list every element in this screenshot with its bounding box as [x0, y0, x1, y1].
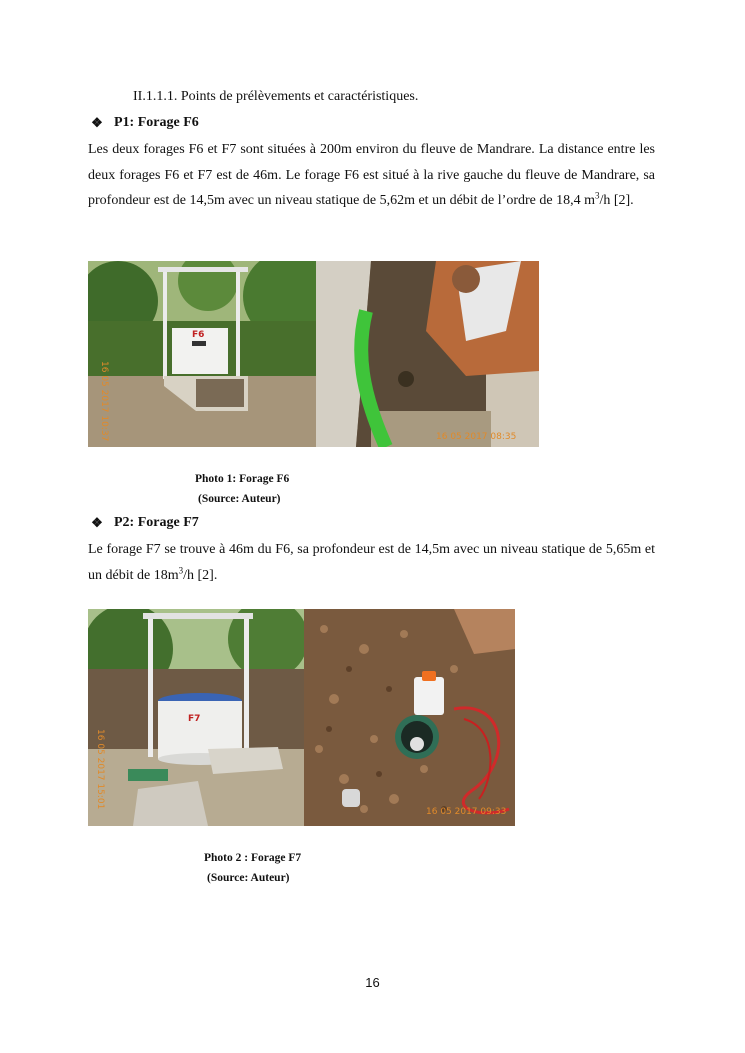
p1-paragraph: Les deux forages F6 et F7 sont situées à 200m environ du fleuve de Mandrare. La distance entre les deux forages F6 et F7 est de 46m. Le forage F6 est situé à la rive gauche du fleuve de Mandrare, sa profondeur est de 14,5m avec un niveau statique de 5,62m et un débit de l’ordre de 18,4 $m^3/h$ [2].	[88, 142, 655, 209]
svg-text:16 05 2017 15:01: 16 05 2017 15:01	[95, 729, 105, 810]
p2-heading	[90, 515, 199, 531]
p2-paragraph: Le forage F7 se trouve à 46m du F6, sa profondeur est de 14,5m avec un niveau statique de 5,65m et un débit de $18m^3/h$ [2].	[88, 542, 655, 583]
svg-text:F6: F6	[192, 330, 205, 340]
photo-1-source: (Source: Auteur)	[198, 493, 281, 505]
section-heading: II.1.1.1. Points de prélèvements et caractéristiques.	[133, 89, 419, 104]
svg-text:16 05 2017 09:33: 16 05 2017 09:33	[426, 807, 507, 817]
p1-heading	[90, 115, 199, 131]
photo-forage-f6-exterior	[88, 261, 316, 447]
svg-text:16 05 2017 10:37: 16 05 2017 10:37	[99, 361, 109, 442]
photo-forage-f7-sampling	[304, 609, 515, 826]
svg-text:16 05 2017 08:35: 16 05 2017 08:35	[436, 432, 517, 442]
photo-1-caption: Photo 1: Forage F6	[195, 473, 290, 485]
photo-forage-f7-exterior	[88, 609, 304, 826]
photo-forage-f6-inside	[316, 261, 539, 447]
svg-text:F7: F7	[188, 714, 201, 724]
photo-2-caption: Photo 2 : Forage F7	[204, 852, 302, 864]
p2-title: P2: Forage F7	[114, 515, 199, 530]
page-number: 16	[365, 975, 380, 990]
diamond-bullet-icon: ❖	[91, 515, 103, 530]
diamond-bullet-icon: ❖	[91, 115, 103, 130]
p1-title: P1: Forage F6	[114, 115, 199, 130]
photo-2-source: (Source: Auteur)	[207, 872, 290, 884]
